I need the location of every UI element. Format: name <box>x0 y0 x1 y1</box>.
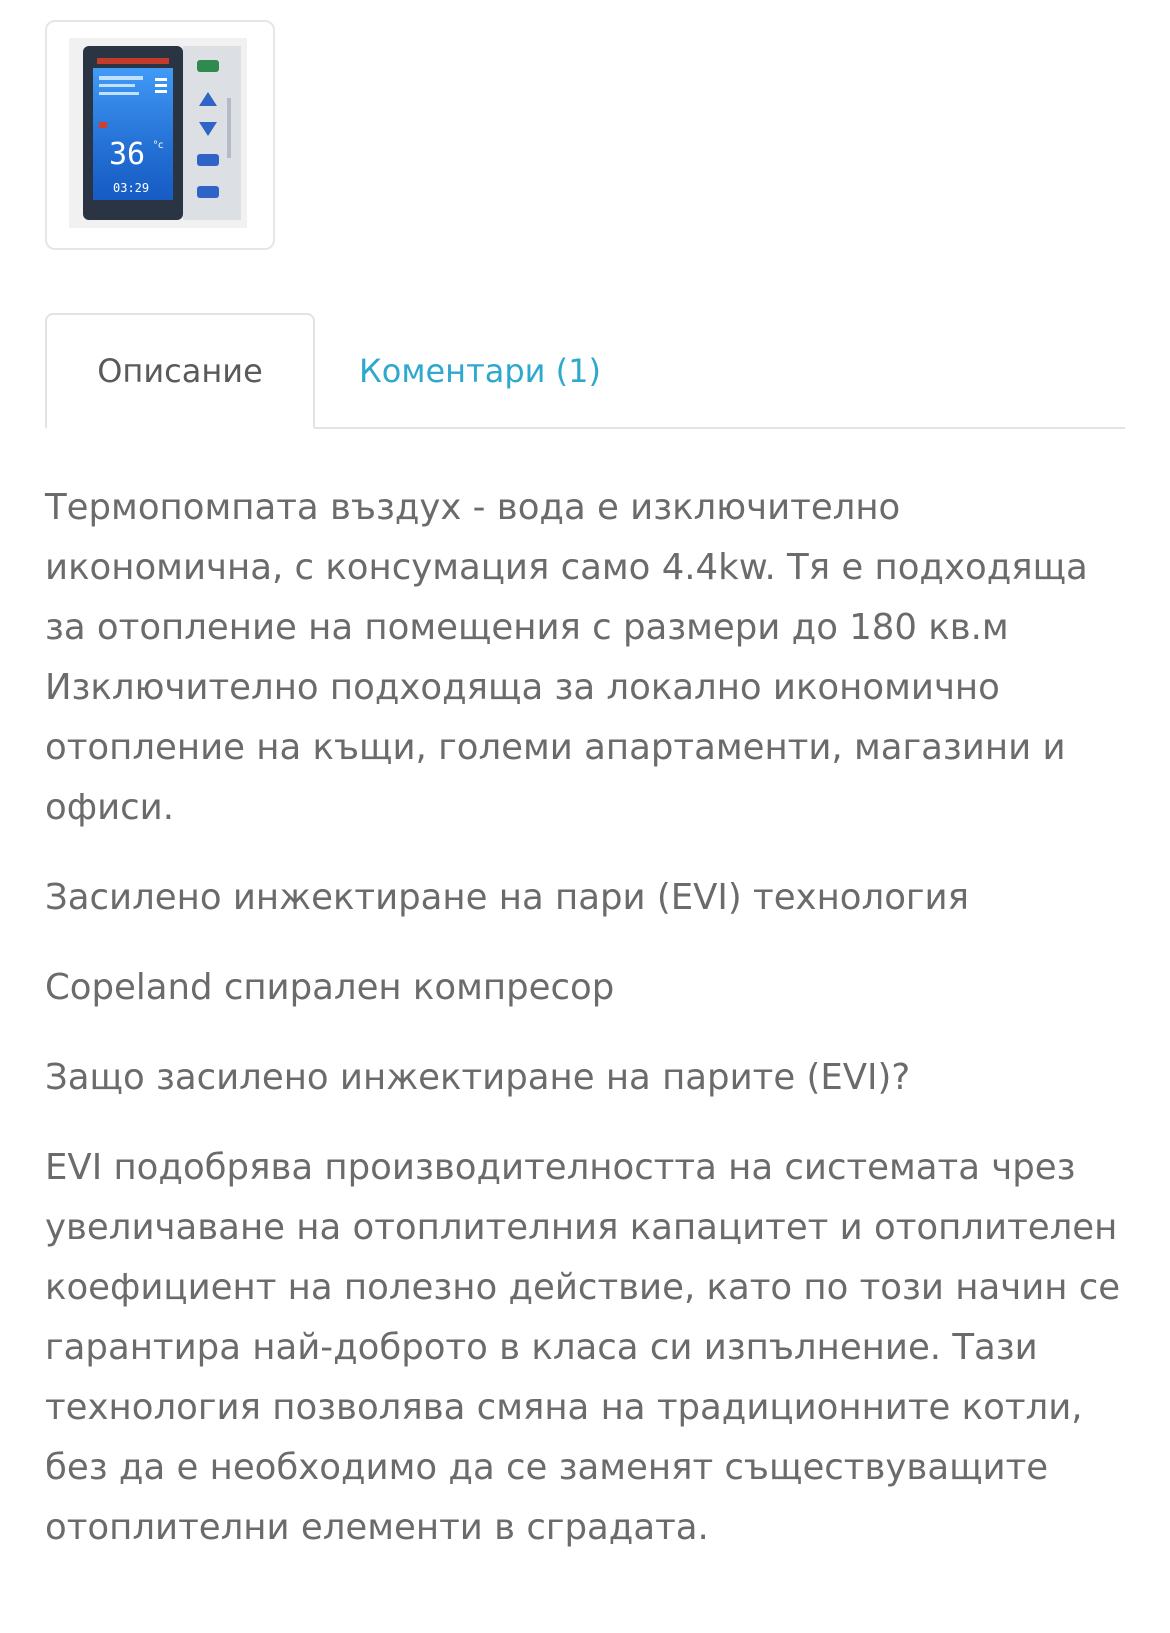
tab-comments-label: Коментари (1) <box>359 352 601 390</box>
description-paragraph: Copeland спирален компресор <box>45 967 615 1008</box>
display-time: 03:29 <box>113 181 150 195</box>
set-button-icon <box>197 186 219 198</box>
tab-description-label: Описание <box>97 352 263 390</box>
mode-button-icon <box>197 154 219 166</box>
description-paragraph: EVI подобрява производителността на системата чрез увеличаване на отоплителния капацитет и отоплителен коефициент на полезно действие, като по този начин се гарантира най-доброто в класа си изпълнение. Тази технология позволява смяна на традиционните котли, без да е необходимо да се заменят съществуващите отоплителни елементи в сградата. <box>45 1147 1121 1548</box>
product-tabs <box>45 313 1125 429</box>
power-button-icon <box>197 60 219 72</box>
product-thumbnail[interactable] <box>45 20 275 250</box>
thermostat-controller-image <box>47 22 273 248</box>
tab-comments[interactable] <box>315 313 645 429</box>
display-unit: °c <box>153 140 164 151</box>
description-content <box>45 478 1135 1588</box>
display-temperature: 36 <box>109 137 146 172</box>
description-paragraph: Защо засилено инжектиране на парите (EVI)? <box>45 1057 911 1098</box>
tab-description[interactable] <box>45 313 315 429</box>
description-paragraph: Засилено инжектиране на пари (EVI) технология <box>45 877 969 918</box>
description-paragraph: Термопомпата въздух - вода е изключително икономична, с консумация само 4.4kw. Тя е подходяща за отопление на помещения с размери до 180 кв.м Изключително подходяща за локално икономично отопление на къщи, големи апартаменти, магазини и офиси. <box>45 487 1088 828</box>
